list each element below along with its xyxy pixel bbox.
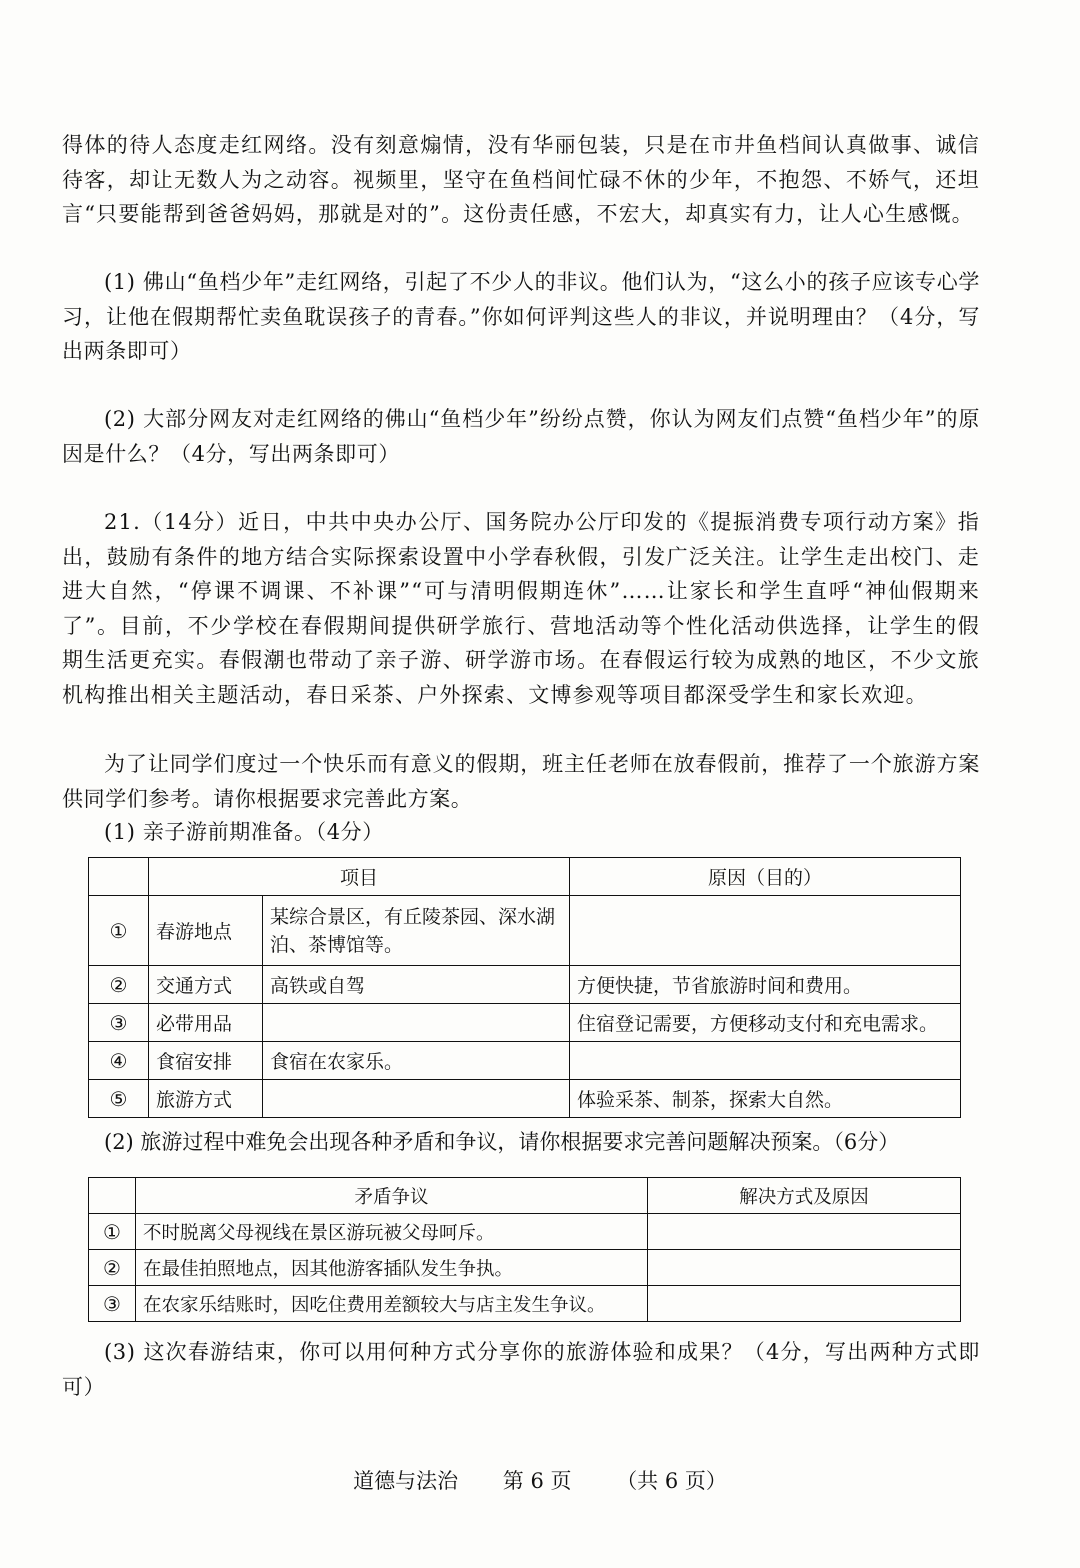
detail-cell: 高铁或自驾	[263, 966, 570, 1004]
row-number: ②	[89, 1250, 136, 1286]
table-row	[89, 1214, 961, 1250]
row-number: ④	[89, 1042, 149, 1080]
reason-cell: 体验采茶、制茶，探索大自然。	[570, 1080, 961, 1118]
detail-cell-blank[interactable]	[263, 1004, 570, 1042]
table-row	[89, 966, 961, 1004]
q20-part1	[62, 265, 980, 369]
item-cell: 春游地点	[149, 896, 263, 966]
detail-cell-blank[interactable]	[263, 1080, 570, 1118]
row-number: ⑤	[89, 1080, 149, 1118]
solution-cell-blank[interactable]	[648, 1286, 961, 1322]
q21-part3	[62, 1335, 980, 1404]
table-row	[89, 1250, 961, 1286]
question-20-2: (2) 大部分网友对走红网络的佛山“鱼档少年”纷纷点赞，你认为网友们点赞“鱼档少年”的原因是什么？（4分，写出两条即可）	[62, 407, 980, 466]
column-header: 解决方式及原因	[648, 1178, 961, 1214]
preparation-table	[88, 857, 961, 1118]
q21-part1	[62, 815, 980, 850]
solution-cell-blank[interactable]	[648, 1214, 961, 1250]
column-header: 矛盾争议	[136, 1178, 648, 1214]
question-21-2: (2) 旅游过程中难免会出现各种矛盾和争议，请你根据要求完善问题解决预案。（6分）	[104, 1130, 900, 1154]
footer-subject: 道德与法治	[353, 1469, 459, 1493]
row-number: ②	[89, 966, 149, 1004]
item-cell: 必带用品	[149, 1004, 263, 1042]
footer-total-pages: （共 6 页）	[616, 1469, 727, 1493]
issue-cell: 在最佳拍照地点，因其他游客插队发生争执。	[136, 1250, 648, 1286]
column-header: 项目	[149, 858, 570, 896]
table-header-row	[89, 858, 961, 896]
table-row	[89, 1042, 961, 1080]
question-20-1: (1) 佛山“鱼档少年”走红网络，引起了不少人的非议。他们认为，“这么小的孩子应该专心学习，让他在假期帮忙卖鱼耽误孩子的青春。”你如何评判这些人的非议，并说明理由？（4分，写出两条即可）	[62, 270, 980, 363]
conflict-table	[88, 1177, 961, 1322]
detail-cell: 某综合景区，有丘陵茶园、深水湖泊、茶博馆等。	[263, 896, 570, 966]
q21-part2	[62, 1125, 980, 1160]
q21-intro	[62, 747, 980, 816]
item-cell: 交通方式	[149, 966, 263, 1004]
issue-cell: 不时脱离父母视线在景区游玩被父母呵斥。	[136, 1214, 648, 1250]
question-21-stem: 21.（14分）近日，中共中央办公厅、国务院办公厅印发的《提振消费专项行动方案》指出，鼓励有条件的地方结合实际探索设置中小学春秋假，引发广泛关注。让学生走出校门、走进大自然，“停课不调课、不补课”“可与清明假期连休”……让家长和学生直呼“神仙假期来了”。目前，不少学校在春假期间提供研学旅行、营地活动等个性化活动供选择，让学生的假期生活更充实。春假潮也带动了亲子游、研学游市场。在春假运行较为成熟的地区，不少文旅机构推出相关主题活动，春日采茶、户外探索、文博参观等项目都深受学生和家长欢迎。	[62, 510, 980, 707]
question-21-3: (3) 这次春游结束，你可以用何种方式分享你的旅游体验和成果？（4分，写出两种方式即可）	[62, 1340, 980, 1399]
table-row	[89, 896, 961, 966]
solution-cell-blank[interactable]	[648, 1250, 961, 1286]
table-row	[89, 1286, 961, 1322]
q21-passage	[62, 505, 980, 712]
table-row	[89, 1004, 961, 1042]
question-21-intro: 为了让同学们度过一个快乐而有意义的假期，班主任老师在放春假前，推荐了一个旅游方案供同学们参考。请你根据要求完善此方案。	[62, 752, 980, 811]
footer-page-number: 第 6 页	[502, 1469, 572, 1493]
reason-cell: 方便快捷，节省旅游时间和费用。	[570, 966, 961, 1004]
table-header-row	[89, 1178, 961, 1214]
question-21-1: (1) 亲子游前期准备。（4分）	[104, 820, 384, 844]
q20-part2	[62, 402, 980, 471]
q20-passage-continued	[62, 128, 980, 232]
passage-text: 得体的待人态度走红网络。没有刻意煽情，没有华丽包装，只是在市井鱼档间认真做事、诚信待客，却让无数人为之动容。视频里，坚守在鱼档间忙碌不休的少年，不抱怨、不娇气，还坦言“只要能帮到爸爸妈妈，那就是对的”。这份责任感，不宏大，却真实有力，让人心生感慨。	[62, 133, 980, 226]
row-number: ①	[89, 1214, 136, 1250]
reason-cell: 住宿登记需要，方便移动支付和充电需求。	[570, 1004, 961, 1042]
row-number: ③	[89, 1286, 136, 1322]
detail-cell: 食宿在农家乐。	[263, 1042, 570, 1080]
item-cell: 旅游方式	[149, 1080, 263, 1118]
row-number: ③	[89, 1004, 149, 1042]
column-header: 原因（目的）	[570, 858, 961, 896]
reason-cell-blank[interactable]	[570, 1042, 961, 1080]
table-row	[89, 1080, 961, 1118]
reason-cell-blank[interactable]	[570, 896, 961, 966]
item-cell: 食宿安排	[149, 1042, 263, 1080]
page-footer	[0, 1465, 1080, 1495]
issue-cell: 在农家乐结账时，因吃住费用差额较大与店主发生争议。	[136, 1286, 648, 1322]
row-number: ①	[89, 896, 149, 966]
